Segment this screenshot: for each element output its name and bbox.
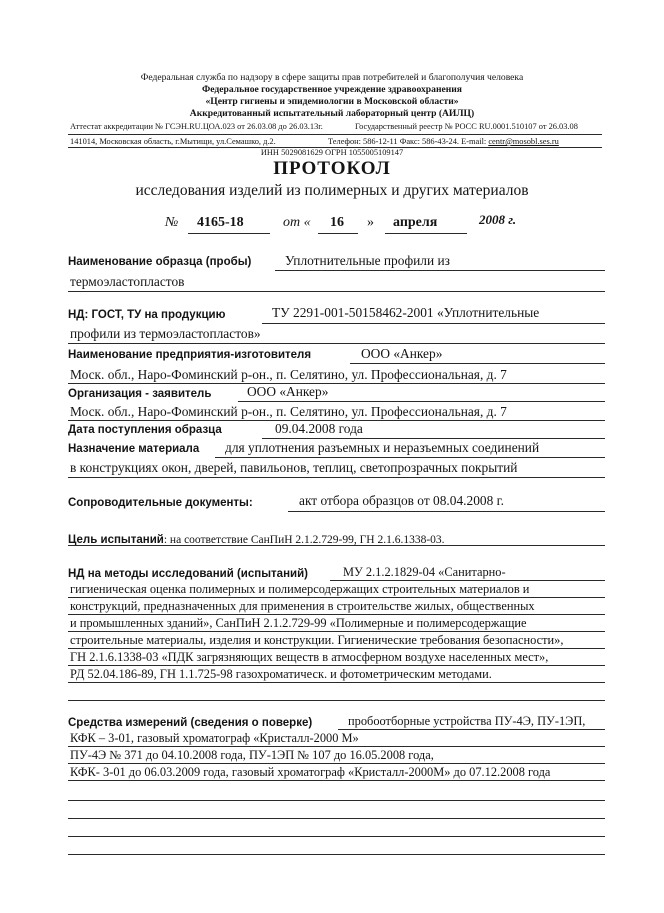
address-text: 141014, Московская область, г.Мытищи, ул.Семашко, д.2.	[70, 137, 276, 146]
instruments-label: Средства измерений (сведения о поверке)	[68, 717, 313, 729]
methods-line: конструкций, предназначенных для применения в строительстве жилых, общественных	[70, 599, 535, 613]
methods-line: и промышленных зданий», СанПиН 2.1.2.729-99 «Полимерные и полимерсодержащие	[70, 616, 527, 630]
sample-name-value: Уплотнительные профили из	[285, 253, 450, 268]
receipt-date-value: 09.04.2008 года	[275, 421, 363, 436]
applicant-label: Организация - заявитель	[68, 388, 212, 400]
email-link[interactable]: centr@mosobl.ses.ru	[488, 137, 559, 146]
receipt-date-label: Дата поступления образца	[68, 424, 222, 436]
nd-label: НД: ГОСТ, ТУ на продукцию	[68, 309, 226, 321]
sample-name-label: Наименование образца (пробы)	[68, 256, 252, 268]
methods-rule	[68, 648, 605, 649]
purpose-value-2: в конструкциях окон, дверей, павильонов, теплиц, светопрозрачных покрытий	[70, 460, 518, 475]
blank-rule	[68, 836, 605, 837]
purpose-line-1	[215, 457, 605, 458]
phone-fax-text: Телефон: 586-12-11 Факс: 586-43-24. E-mail:	[328, 137, 487, 146]
institution-name: Федеральное государственное учреждение здравоохранения	[202, 84, 462, 95]
goal-line	[68, 545, 605, 546]
goal-label: Цель испытаний	[68, 534, 164, 546]
instruments-line: КФК- 3-01 до 06.03.2009 года, газовый хроматограф «Кристалл-2000М» до 07.12.2008 года	[70, 765, 551, 779]
applicant-line-1	[238, 401, 605, 402]
goal-value: : на соответствие СанПиН 2.1.2.729-99, ГН 2.1.6.1338-03.	[163, 534, 445, 546]
date-from-label: от «	[283, 215, 311, 230]
nd-line-1	[262, 323, 605, 324]
blank-rule	[68, 854, 605, 855]
methods-rule	[330, 580, 605, 581]
manufacturer-line-1	[350, 363, 605, 364]
blank-rule	[68, 818, 605, 819]
methods-line: строительные материалы, изделия и конструкции. Гигиенические требования безопасности»,	[70, 633, 564, 647]
purpose-label: Назначение материала	[68, 443, 200, 455]
protocol-title: ПРОТОКОЛ	[273, 158, 391, 179]
methods-rule	[68, 614, 605, 615]
date-day: 16	[330, 215, 344, 230]
instruments-line: ПУ-4Э № 371 до 04.10.2008 года, ПУ-1ЭП № 107 до 16.05.2008 года,	[70, 748, 434, 762]
protocol-subtitle: исследования изделий из полимерных и других материалов	[135, 182, 529, 199]
methods-rule	[68, 665, 605, 666]
methods-line: МУ 2.1.2.1829-04 «Санитарно-	[343, 565, 506, 579]
inn-text: ИНН 5029081629 ОГРН 1055005109147	[260, 148, 404, 157]
methods-rule	[68, 631, 605, 632]
accreditation-text: Аттестат аккредитации № ГСЭН.RU.ЦОА.023 от 26.03.08 до 26.03.13г.	[70, 122, 323, 131]
date-month: апреля	[393, 215, 438, 230]
date-year: 2008 г.	[479, 212, 517, 227]
day-underline	[318, 233, 358, 234]
methods-label: НД на методы исследований (испытаний)	[68, 568, 308, 580]
applicant-value: ООО «Анкер»	[247, 384, 329, 399]
instruments-rule	[68, 780, 605, 781]
manufacturer-address: Моск. обл., Наро-Фоминский р-он., п. Селятино, ул. Профессиональная, д. 7	[70, 367, 507, 382]
instruments-line: пробоотборные устройства ПУ-4Э, ПУ-1ЭП,	[348, 714, 586, 728]
nd-line-2	[68, 343, 605, 344]
nd-value-2: профили из термоэластопластов»	[70, 326, 261, 341]
sample-name-line-1	[275, 270, 605, 271]
contacts-text	[328, 137, 559, 146]
nd-value: ТУ 2291-001-50158462-2001 «Уплотнительные	[272, 305, 540, 320]
methods-line: ГН 2.1.6.1338-03 «ПДК загрязняющих веществ в атмосферном воздухе населенных мест»,	[70, 650, 549, 664]
manufacturer-value: ООО «Анкер»	[361, 346, 443, 361]
methods-rule	[68, 597, 605, 598]
number-underline	[188, 233, 270, 234]
methods-line: РД 52.04.186-89, ГН 1.1.725-98 газохроматическ. и фотометрическим методами.	[70, 667, 492, 681]
agency-name: Федеральная служба по надзору в сфере защиты прав потребителей и благополучия человека	[140, 72, 524, 83]
center-name: «Центр гигиены и эпидемиологии в Московской области»	[205, 96, 459, 107]
methods-rule-blank	[68, 700, 605, 701]
methods-line: гигиеническая оценка полимерных и полимерсодержащих строительных материалов и	[70, 582, 530, 596]
manufacturer-line-2	[68, 383, 605, 384]
lab-name: Аккредитованный испытательный лабораторный центр (АИЛЦ)	[189, 108, 475, 119]
docs-line	[288, 511, 605, 512]
docs-label: Сопроводительные документы:	[68, 497, 253, 509]
instruments-line: КФК – 3-01, газовый хроматограф «Кристалл-2000 М»	[70, 731, 359, 745]
instruments-rule	[68, 763, 605, 764]
docs-value: акт отбора образцов от 08.04.2008 г.	[299, 493, 504, 508]
date-close-quote: »	[367, 215, 374, 230]
blank-rule	[68, 800, 605, 801]
methods-rule	[68, 682, 605, 683]
manufacturer-label: Наименование предприятия-изготовителя	[68, 349, 312, 361]
header-divider-1	[68, 134, 602, 135]
sample-name-line-2	[68, 291, 605, 292]
registry-text: Государственный реестр № РОСС RU.0001.510107 от 26.03.08	[355, 122, 578, 131]
sample-name-value-2: термоэластопластов	[70, 274, 185, 289]
purpose-value: для уплотнения разъемных и неразъемных соединений	[225, 440, 540, 455]
receipt-line	[262, 438, 605, 439]
instruments-rule	[338, 729, 605, 730]
protocol-number: 4165-18	[197, 215, 244, 230]
month-underline	[385, 233, 467, 234]
instruments-rule	[68, 746, 605, 747]
applicant-address: Моск. обл., Наро-Фоминский р-он., п. Селятино, ул. Профессиональная, д. 7	[70, 404, 507, 419]
purpose-line-2	[68, 477, 605, 478]
number-prefix: №	[165, 215, 179, 230]
